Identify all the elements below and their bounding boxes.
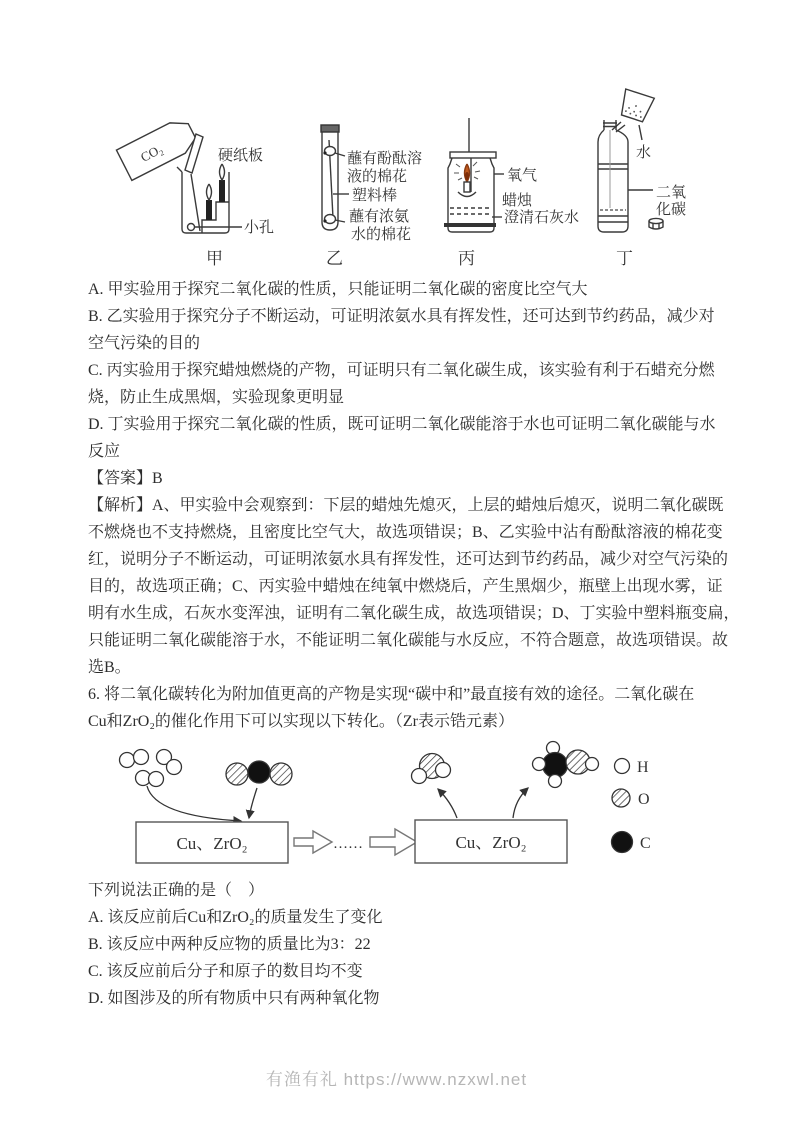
catalyst-box-1-label: Cu、ZrO₂ xyxy=(176,834,248,853)
candle-tall-flame xyxy=(220,164,225,180)
cotton-bottom-dot xyxy=(323,219,326,222)
ch3oh-molecule xyxy=(533,742,599,788)
bottom-cotton-label-1: 蘸有浓氨 xyxy=(349,209,410,225)
small-hole xyxy=(188,224,195,231)
limewater-label: 澄清石灰水 xyxy=(504,210,580,226)
legend-h-icon xyxy=(615,759,630,774)
cotton-top-dot xyxy=(323,151,326,154)
q6-question-block xyxy=(88,877,728,1012)
bottom-cotton-label-2: 水的棉花 xyxy=(351,227,412,243)
hole-label: 小孔 xyxy=(244,220,275,236)
bing-caption: 丙 xyxy=(458,249,475,268)
q6-options xyxy=(88,904,728,1012)
footer-watermark: 有渔有礼 https://www.nzxwl.net xyxy=(265,1070,528,1089)
top-cotton-label-1: 蘸有酚酞溶 xyxy=(347,151,423,167)
catalyst-box-2-label: Cu、ZrO₂ xyxy=(455,833,527,852)
legend xyxy=(612,759,651,853)
leader-water xyxy=(639,125,642,140)
rod-label: 塑料棒 xyxy=(352,188,398,204)
experiment-yi xyxy=(321,125,422,268)
cardboard-divider xyxy=(191,174,200,231)
pouring-cup xyxy=(618,89,655,123)
answer-line: 【答案】B xyxy=(88,470,163,487)
bottle-cap xyxy=(649,218,663,229)
option-line: 烧，防止生成黑烟，实验现象更明显 xyxy=(88,389,345,406)
apparatus-diagram xyxy=(100,80,700,270)
option-line: A. 甲实验用于探究二氧化碳的性质，只能证明二氧化碳的密度比空气大 xyxy=(88,281,588,298)
h2o-molecule xyxy=(412,754,451,784)
bottle-neck xyxy=(603,120,617,130)
arrow-box-to-h2o xyxy=(438,789,457,818)
analysis-line: 明有水生成，石灰水变浑浊，证明有二氧化碳生成，故选项错误；D、丁实验中塑料瓶变扁， xyxy=(88,605,740,622)
ding-caption: 丁 xyxy=(616,249,633,268)
q5-analysis xyxy=(88,492,740,681)
co2-label-1: 二氧 xyxy=(656,185,687,201)
yi-caption: 乙 xyxy=(326,249,343,268)
option-line: C. 丙实验用于探究蜡烛燃烧的产物，可证明只有二氧化碳生成，该实验有利于石蜡充分燃 xyxy=(88,362,715,379)
analysis-line: 【解析】A、甲实验中会观察到：下层的蜡烛先熄灭，上层的蜡烛后熄灭，说明二氧化碳既 xyxy=(88,497,724,514)
q5-options xyxy=(88,276,728,465)
q6-stem xyxy=(88,681,728,735)
arrow-box-to-ch3oh xyxy=(513,788,528,818)
legend-c-icon xyxy=(612,832,633,853)
cotton-bottom xyxy=(325,215,336,224)
option-line: D. 如图涉及的所有物质中只有两种氧化物 xyxy=(88,990,380,1007)
analysis-line: 目的，故选项正确；C、丙实验中蜡烛在纯氧中燃烧后，产生黑烟少，瓶壁上出现水雾，证 xyxy=(88,578,723,595)
ellipsis-dots: …… xyxy=(333,836,363,852)
experiment-bing xyxy=(444,118,579,268)
experiment-jia xyxy=(116,116,274,268)
flame-core xyxy=(465,172,469,180)
option-line: B. 该反应中两种反应物的质量比为3：22 xyxy=(88,936,371,953)
arrow-co2-to-box xyxy=(249,788,257,818)
board-label: 硬纸板 xyxy=(218,148,264,164)
co2-molecule xyxy=(226,761,292,785)
candle-short xyxy=(206,200,212,220)
candle-short-flame xyxy=(207,184,212,200)
analysis-line: 红，说明分子不断运动，可证明浓氨水具有挥发性，还可达到节约药品，减少对空气污染的 xyxy=(88,551,729,568)
h2-molecules xyxy=(120,750,182,787)
co2-label-2: 化碳 xyxy=(656,202,687,218)
cotton-top xyxy=(325,147,336,156)
option-line: B. 乙实验用于探究分子不断运动，可证明浓氨水具有挥发性，还可达到节约药品，减少对 xyxy=(88,308,715,325)
q6-question-line: 下列说法正确的是（ ） xyxy=(88,882,265,899)
stem-line: 6. 将二氧化碳转化为附加值更高的产物是实现“碳中和”最直接有效的途径。二氧化碳在 xyxy=(88,686,695,703)
stem-line: Cu和ZrO₂的催化作用下可以实现以下转化。（Zr表示锆元素） xyxy=(88,713,515,730)
leader-bottom-cotton xyxy=(335,220,345,222)
analysis-line: 不燃烧也不支持燃烧，且密度比空气大，故选项错误；B、乙实验中沾有酚酞溶液的棉花变 xyxy=(88,524,723,541)
option-line: 空气污染的目的 xyxy=(88,335,201,352)
main-text-block xyxy=(88,276,740,735)
leader-top-cotton xyxy=(335,153,345,156)
analysis-line: 只能证明二氧化碳能溶于水，不能证明二氧化碳能与水反应，不符合题意，故选项错误。故 xyxy=(88,632,729,649)
legend-o-label: O xyxy=(638,791,650,808)
option-line: C. 该反应前后分子和原子的数目均不变 xyxy=(88,963,363,980)
jia-caption: 甲 xyxy=(206,249,223,268)
block-arrow-1 xyxy=(294,831,332,853)
option-line: A. 该反应前后Cu和ZrO₂的质量发生了变化 xyxy=(88,909,383,926)
analysis-line: 选B。 xyxy=(88,659,131,676)
top-cotton-label-2: 液的棉花 xyxy=(347,169,408,185)
lid xyxy=(450,152,496,158)
block-arrow-2 xyxy=(370,829,417,855)
candle-stub xyxy=(464,182,470,192)
conversion-diagram xyxy=(85,738,665,876)
candle-tall xyxy=(219,180,225,202)
legend-o-icon xyxy=(612,789,630,807)
stopper xyxy=(321,125,339,132)
legend-h-label: H xyxy=(637,759,649,776)
legend-c-label: C xyxy=(640,835,651,852)
arrow-h2-to-box xyxy=(147,786,241,821)
option-line: D. 丁实验用于探究二氧化碳的性质，既可证明二氧化碳能溶于水也可证明二氧化碳能与水 xyxy=(88,416,716,433)
co2-bottle-label: CO₂ xyxy=(138,141,166,165)
oxygen-label: 氧气 xyxy=(507,168,538,184)
candle-label: 蜡烛 xyxy=(502,193,533,209)
option-line: 反应 xyxy=(88,443,121,460)
experiment-ding xyxy=(598,89,686,268)
water-label: 水 xyxy=(636,145,652,161)
